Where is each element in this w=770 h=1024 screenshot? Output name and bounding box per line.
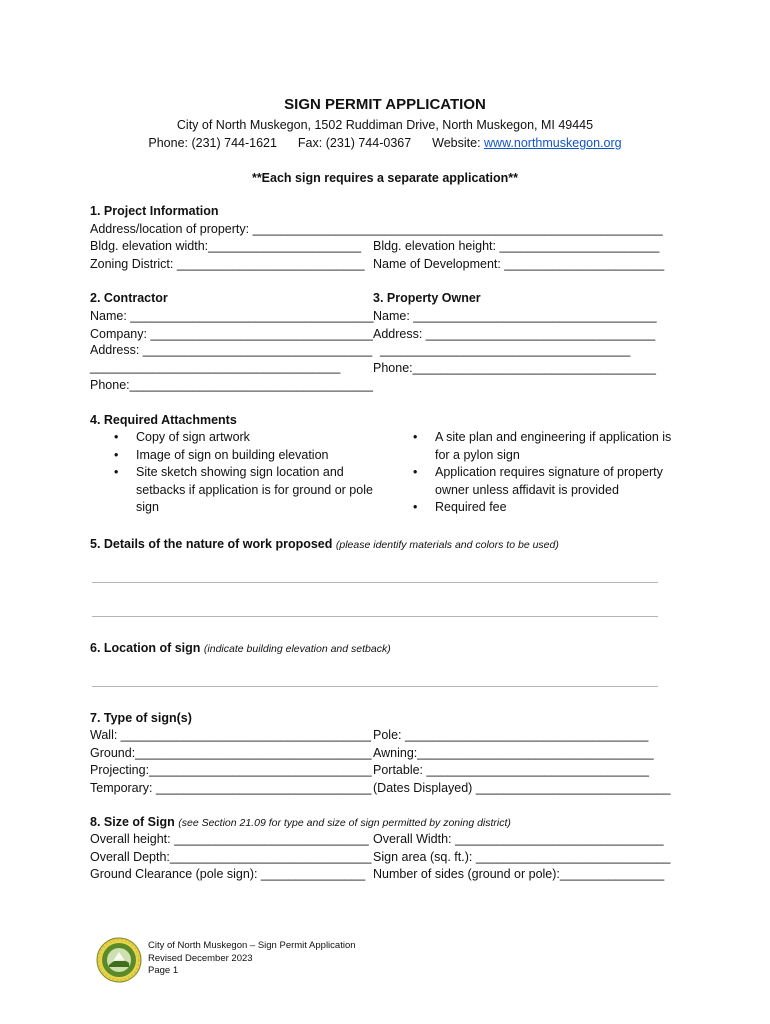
number-of-sides-field[interactable]: Number of sides (ground or pole):_______________ xyxy=(373,867,665,881)
list-item-continued: sign xyxy=(136,500,159,514)
list-item: • Site sketch showing sign location and xyxy=(136,464,373,482)
section-3-heading: 3. Property Owner xyxy=(373,291,481,305)
section-6-title: 6. Location of sign xyxy=(90,641,201,655)
city-seal-icon xyxy=(96,937,142,983)
sign-area-field[interactable]: Sign area (sq. ft.): ____________________________ xyxy=(373,850,671,864)
list-item: • Required fee xyxy=(435,499,671,517)
awning-sign-field[interactable]: Awning:__________________________________ xyxy=(373,746,654,760)
work-details-line-1[interactable] xyxy=(92,582,658,583)
owner-phone-field[interactable]: Phone:___________________________________ xyxy=(373,361,656,375)
list-item-continued: for a pylon sign xyxy=(435,447,520,462)
projecting-sign-field[interactable]: Projecting:________________________________ xyxy=(90,763,372,777)
work-details-line-2[interactable] xyxy=(92,616,658,617)
elevation-height-field[interactable]: Bldg. elevation height: _______________________ xyxy=(373,239,660,253)
section-1-heading: 1. Project Information xyxy=(90,204,219,218)
pole-sign-field[interactable]: Pole: ___________________________________ xyxy=(373,728,649,742)
footer-revision: Revised December 2023 xyxy=(148,952,253,964)
list-item: • Application requires signature of property xyxy=(435,464,671,482)
dates-displayed-field[interactable]: (Dates Displayed) ____________________________ xyxy=(373,781,671,795)
document-title: SIGN PERMIT APPLICATION xyxy=(284,96,486,113)
section-7-heading: 7. Type of sign(s) xyxy=(90,711,192,725)
phone-text: Phone: (231) 744-1621 xyxy=(148,136,277,150)
contractor-address-field[interactable]: Address: _________________________________ xyxy=(90,343,373,357)
development-name-field[interactable]: Name of Development: _______________________ xyxy=(373,257,665,271)
overall-height-field[interactable]: Overall height: ____________________________ xyxy=(90,832,369,846)
section-5-heading xyxy=(90,537,559,551)
footer-title: City of North Muskegon – Sign Permit Application xyxy=(148,940,356,951)
section-8-note: (see Section 21.09 for type and size of sign permitted by zoning district) xyxy=(178,817,511,829)
website-link[interactable]: www.northmuskegon.org xyxy=(484,136,622,150)
list-item: • Copy of sign artwork xyxy=(136,429,373,447)
owner-name-field[interactable]: Name: ___________________________________ xyxy=(373,309,657,323)
temporary-sign-field[interactable]: Temporary: _______________________________ xyxy=(90,781,372,795)
property-address-field[interactable]: Address/location of property: ___________________________________________________________ xyxy=(90,222,663,236)
address-line: City of North Muskegon, 1502 Ruddiman Drive, North Muskegon, MI 49445 xyxy=(176,118,594,132)
contractor-phone-field[interactable]: Phone:___________________________________ xyxy=(90,378,373,392)
portable-sign-field[interactable]: Portable: ________________________________ xyxy=(373,763,649,777)
separate-application-notice: **Each sign requires a separate application** xyxy=(251,171,519,185)
section-8-title: 8. Size of Sign xyxy=(90,815,175,829)
list-item-continued: owner unless affidavit is provided xyxy=(435,482,619,497)
footer-text xyxy=(148,940,356,978)
section-6-note: (indicate building elevation and setback) xyxy=(203,643,391,655)
footer-page-number: Page 1 xyxy=(148,965,179,976)
contractor-company-field[interactable]: Company: ________________________________ xyxy=(90,327,373,341)
section-5-title: 5. Details of the nature of work proposed xyxy=(90,537,333,551)
ground-clearance-field[interactable]: Ground Clearance (pole sign): _______________ xyxy=(90,867,366,881)
section-2-heading: 2. Contractor xyxy=(90,291,168,305)
overall-width-field[interactable]: Overall Width: ______________________________ xyxy=(373,832,664,846)
ground-sign-field[interactable]: Ground:__________________________________ xyxy=(90,746,372,760)
contractor-address-line2[interactable]: ____________________________________ xyxy=(90,360,341,374)
website-label: Website: xyxy=(432,136,485,150)
section-5-note: (please identify materials and colors to be used) xyxy=(335,539,559,551)
section-8-heading xyxy=(90,815,511,829)
overall-depth-field[interactable]: Overall Depth:_____________________________ xyxy=(90,850,372,864)
section-4-heading: 4. Required Attachments xyxy=(90,413,237,427)
section-6-heading xyxy=(90,641,391,655)
zoning-district-field[interactable]: Zoning District: ___________________________ xyxy=(90,257,365,271)
contractor-name-field[interactable]: Name: ___________________________________ xyxy=(90,309,374,323)
wall-sign-field[interactable]: Wall: ____________________________________ xyxy=(90,728,372,742)
elevation-width-field[interactable]: Bldg. elevation width:______________________ xyxy=(90,239,362,253)
owner-address-field[interactable]: Address: _________________________________ xyxy=(373,327,656,341)
owner-address-line2[interactable]: ____________________________________ xyxy=(380,343,631,357)
list-item: • A site plan and engineering if application is xyxy=(435,429,671,447)
fax-text: Fax: (231) 744-0367 xyxy=(297,136,412,150)
list-item: • Image of sign on building elevation xyxy=(136,447,373,465)
sign-location-line[interactable] xyxy=(92,686,658,687)
attachments-left-list xyxy=(136,429,373,517)
attachments-right-list xyxy=(435,429,671,517)
list-item-continued: setbacks if application is for ground or pole xyxy=(136,482,373,497)
contact-line xyxy=(0,136,770,150)
